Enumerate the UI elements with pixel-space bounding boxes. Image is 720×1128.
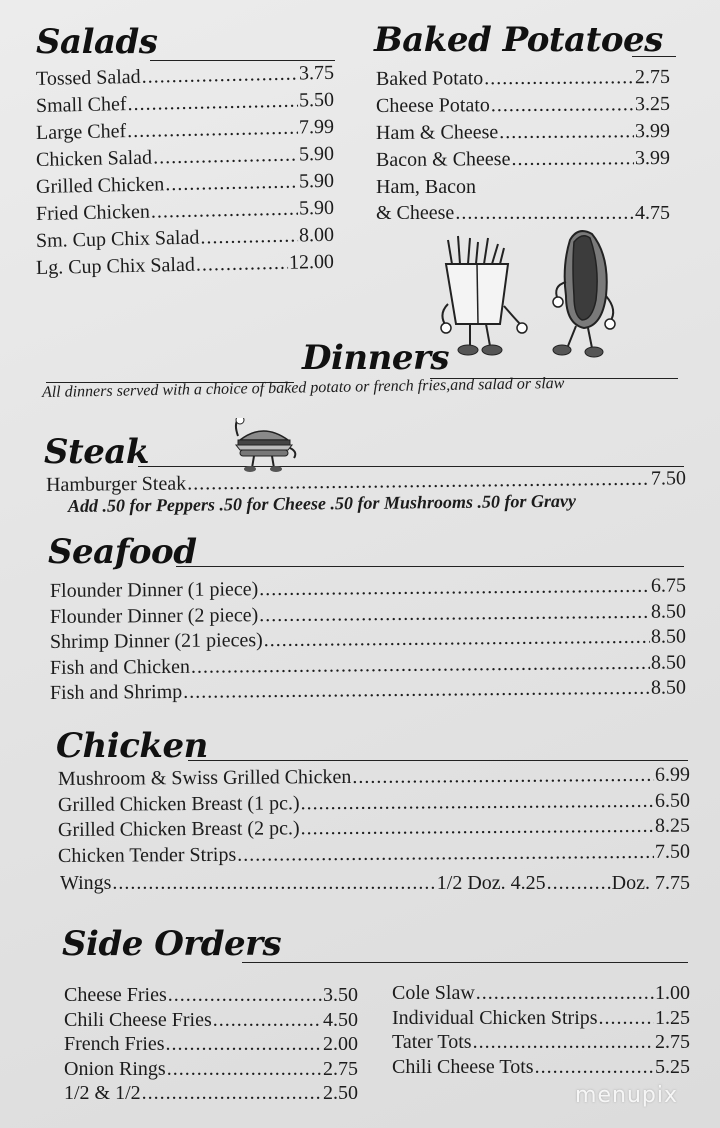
hotdog-mascot-icon: [548, 226, 624, 360]
menu-item: [376, 145, 670, 173]
item-price: 3.50: [323, 984, 358, 1006]
salads-heading: Salads: [36, 22, 158, 62]
seafood-heading: Seafood: [48, 532, 197, 572]
leader-dots: [259, 573, 650, 602]
leader-dots: [476, 980, 654, 1006]
ham-bacon-cheese-item: [376, 200, 670, 226]
leader-dots: [300, 787, 654, 815]
item-price: 1.25: [655, 1006, 690, 1029]
item-name: Chicken Tender Strips: [57, 843, 237, 867]
item-name: Cheese Potato: [375, 94, 490, 117]
steak-addons: Add .50 for Peppers .50 for Cheese .50 for Mushrooms .50 for Gravy: [67, 490, 577, 516]
item-name: Shrimp Dinner (21 pieces): [49, 629, 263, 653]
watermark: menupix: [575, 1083, 678, 1108]
menu-item: [64, 1080, 358, 1106]
leader-dots: [141, 61, 298, 90]
item-name: Onion Rings: [64, 1057, 166, 1080]
item-price: 3.99: [634, 146, 671, 170]
wings-dozen: Doz. 7.75: [611, 872, 690, 894]
item-name: Tater Tots: [392, 1031, 472, 1053]
leader-dots: [196, 250, 289, 278]
item-name: Hamburger Steak: [45, 472, 187, 496]
item-price: 3.25: [634, 92, 671, 116]
item-name: Ham & Cheese: [375, 121, 499, 144]
leader-dots: [264, 624, 650, 653]
item-price: 8.25: [654, 814, 691, 837]
leader-dots: [511, 145, 634, 172]
item-name: Tossed Salad: [35, 65, 141, 90]
item-name: 1/2 & 1/2: [64, 1082, 141, 1104]
item-price: 2.75: [323, 1057, 358, 1080]
item-name: Grilled Chicken: [35, 173, 165, 198]
leader-dots: [127, 88, 298, 118]
item-price: 8.50: [650, 625, 687, 648]
leader-dots: [547, 870, 611, 896]
item-price: 12.00: [288, 250, 335, 274]
item-price: 8.00: [298, 223, 335, 247]
leader-dots: [259, 598, 650, 627]
item-name: Cheese Fries: [64, 984, 167, 1006]
leader-dots: [300, 813, 654, 841]
fries-mascot-icon: [438, 234, 528, 360]
leader-dots: [127, 115, 298, 145]
leader-dots: [491, 91, 634, 118]
menu-item: [58, 838, 690, 868]
menu-item: [64, 1007, 358, 1033]
item-name: Fish and Shrimp: [49, 680, 183, 704]
side-orders-rule: [242, 962, 688, 963]
leader-dots: [183, 675, 650, 705]
item-price: 7.50: [654, 840, 691, 863]
item-price: 2.75: [634, 65, 671, 89]
menu-item: [50, 674, 686, 706]
item-price: 6.99: [654, 763, 691, 786]
item-name: Grilled Chicken Breast (1 pc.): [57, 791, 300, 816]
item-price: 6.50: [654, 789, 691, 812]
item-name: Mushroom & Swiss Grilled Chicken: [57, 765, 352, 790]
item-name: Fried Chicken: [35, 200, 151, 225]
leader-dots: [165, 169, 298, 198]
leader-dots: [166, 1031, 322, 1057]
ham-bacon-line1: Ham, Bacon: [376, 176, 476, 198]
menu-item: [376, 91, 670, 119]
menu-item: [64, 1031, 358, 1057]
item-name: Baked Potato: [375, 67, 484, 90]
chicken-rule: [188, 760, 688, 761]
menu-item: [376, 118, 670, 146]
item-name: Chili Cheese Fries: [64, 1008, 212, 1031]
seafood-rule: [176, 566, 684, 567]
menu-item: [64, 982, 358, 1008]
item-price: 4.50: [323, 1008, 358, 1031]
item-price: 8.50: [650, 599, 687, 623]
item-price: 6.75: [650, 574, 687, 597]
menu-item: [392, 980, 690, 1006]
item-price: 5.50: [298, 88, 335, 112]
leader-dots: [237, 838, 654, 867]
leader-dots: [484, 64, 634, 91]
item-price: 5.90: [298, 169, 335, 193]
menu-item: [376, 64, 670, 92]
leader-dots: [142, 1080, 322, 1106]
side-orders-heading: Side Orders: [62, 924, 282, 964]
wings-item: [60, 870, 690, 896]
item-name: Large Chef: [35, 120, 127, 144]
item-price: 5.90: [298, 142, 335, 166]
item-price: 2.00: [323, 1033, 358, 1055]
leader-dots: [352, 762, 654, 790]
item-price: 5.90: [298, 196, 335, 220]
item-name: Chicken Salad: [35, 146, 153, 171]
item-name: Cole Slaw: [392, 982, 475, 1004]
leader-dots: [112, 870, 435, 896]
leader-dots: [473, 1029, 654, 1055]
wings-half-dozen: 1/2 Doz. 4.25: [436, 872, 546, 894]
item-name: Lg. Cup Chix Salad: [35, 253, 196, 279]
item-price: 2.75: [655, 1031, 690, 1053]
item-name: Chili Cheese Tots: [392, 1055, 534, 1078]
dinners-heading: Dinners: [302, 338, 450, 378]
leader-dots: [167, 1056, 322, 1082]
baked-potatoes-heading: Baked Potatoes: [374, 20, 663, 60]
item-name: Grilled Chicken Breast (2 pc.): [57, 817, 300, 841]
item-price: 8.50: [650, 676, 687, 699]
leader-dots: [499, 118, 634, 145]
menu-item: [64, 1056, 358, 1082]
item-price: 1.00: [655, 982, 690, 1004]
item-price: 3.75: [298, 61, 335, 85]
item-name: Small Chef: [35, 93, 127, 117]
leader-dots: [168, 982, 322, 1008]
chicken-heading: Chicken: [56, 726, 208, 766]
leader-dots: [535, 1054, 654, 1080]
steak-heading: Steak: [44, 432, 149, 472]
item-price: 8.50: [650, 650, 687, 674]
item-price: 4.75: [635, 202, 670, 224]
dinners-note: All dinners served with a choice of baked potato or french fries,and salad or slaw: [41, 374, 565, 401]
leader-dots: [200, 223, 298, 251]
item-name: Bacon & Cheese: [375, 148, 511, 171]
item-name: Flounder Dinner (2 piece): [49, 603, 259, 628]
item-price: 5.25: [655, 1055, 690, 1078]
menu-item: [36, 249, 334, 281]
item-name: Wings: [60, 872, 112, 894]
item-price: 2.50: [323, 1082, 358, 1104]
item-name: & Cheese: [376, 202, 455, 224]
menu-item: [392, 1005, 690, 1031]
item-price: 3.99: [634, 119, 671, 143]
item-name: Flounder Dinner (1 piece): [49, 578, 259, 602]
baked-potatoes-rule: [632, 56, 676, 57]
leader-dots: [151, 196, 299, 225]
leader-dots: [153, 142, 298, 171]
item-name: Sm. Cup Chix Salad: [35, 226, 200, 252]
item-price: 7.50: [650, 467, 687, 490]
leader-dots: [213, 1007, 322, 1033]
item-price: 7.99: [298, 115, 335, 139]
item-name: French Fries: [64, 1033, 165, 1055]
item-name: Fish and Chicken: [49, 655, 191, 679]
leader-dots: [599, 1005, 654, 1031]
leader-dots: [455, 200, 634, 226]
burger-mascot-icon: [228, 418, 298, 472]
menu-item: [392, 1029, 690, 1055]
item-name: Individual Chicken Strips: [392, 1006, 598, 1029]
menu-item: [392, 1054, 690, 1080]
